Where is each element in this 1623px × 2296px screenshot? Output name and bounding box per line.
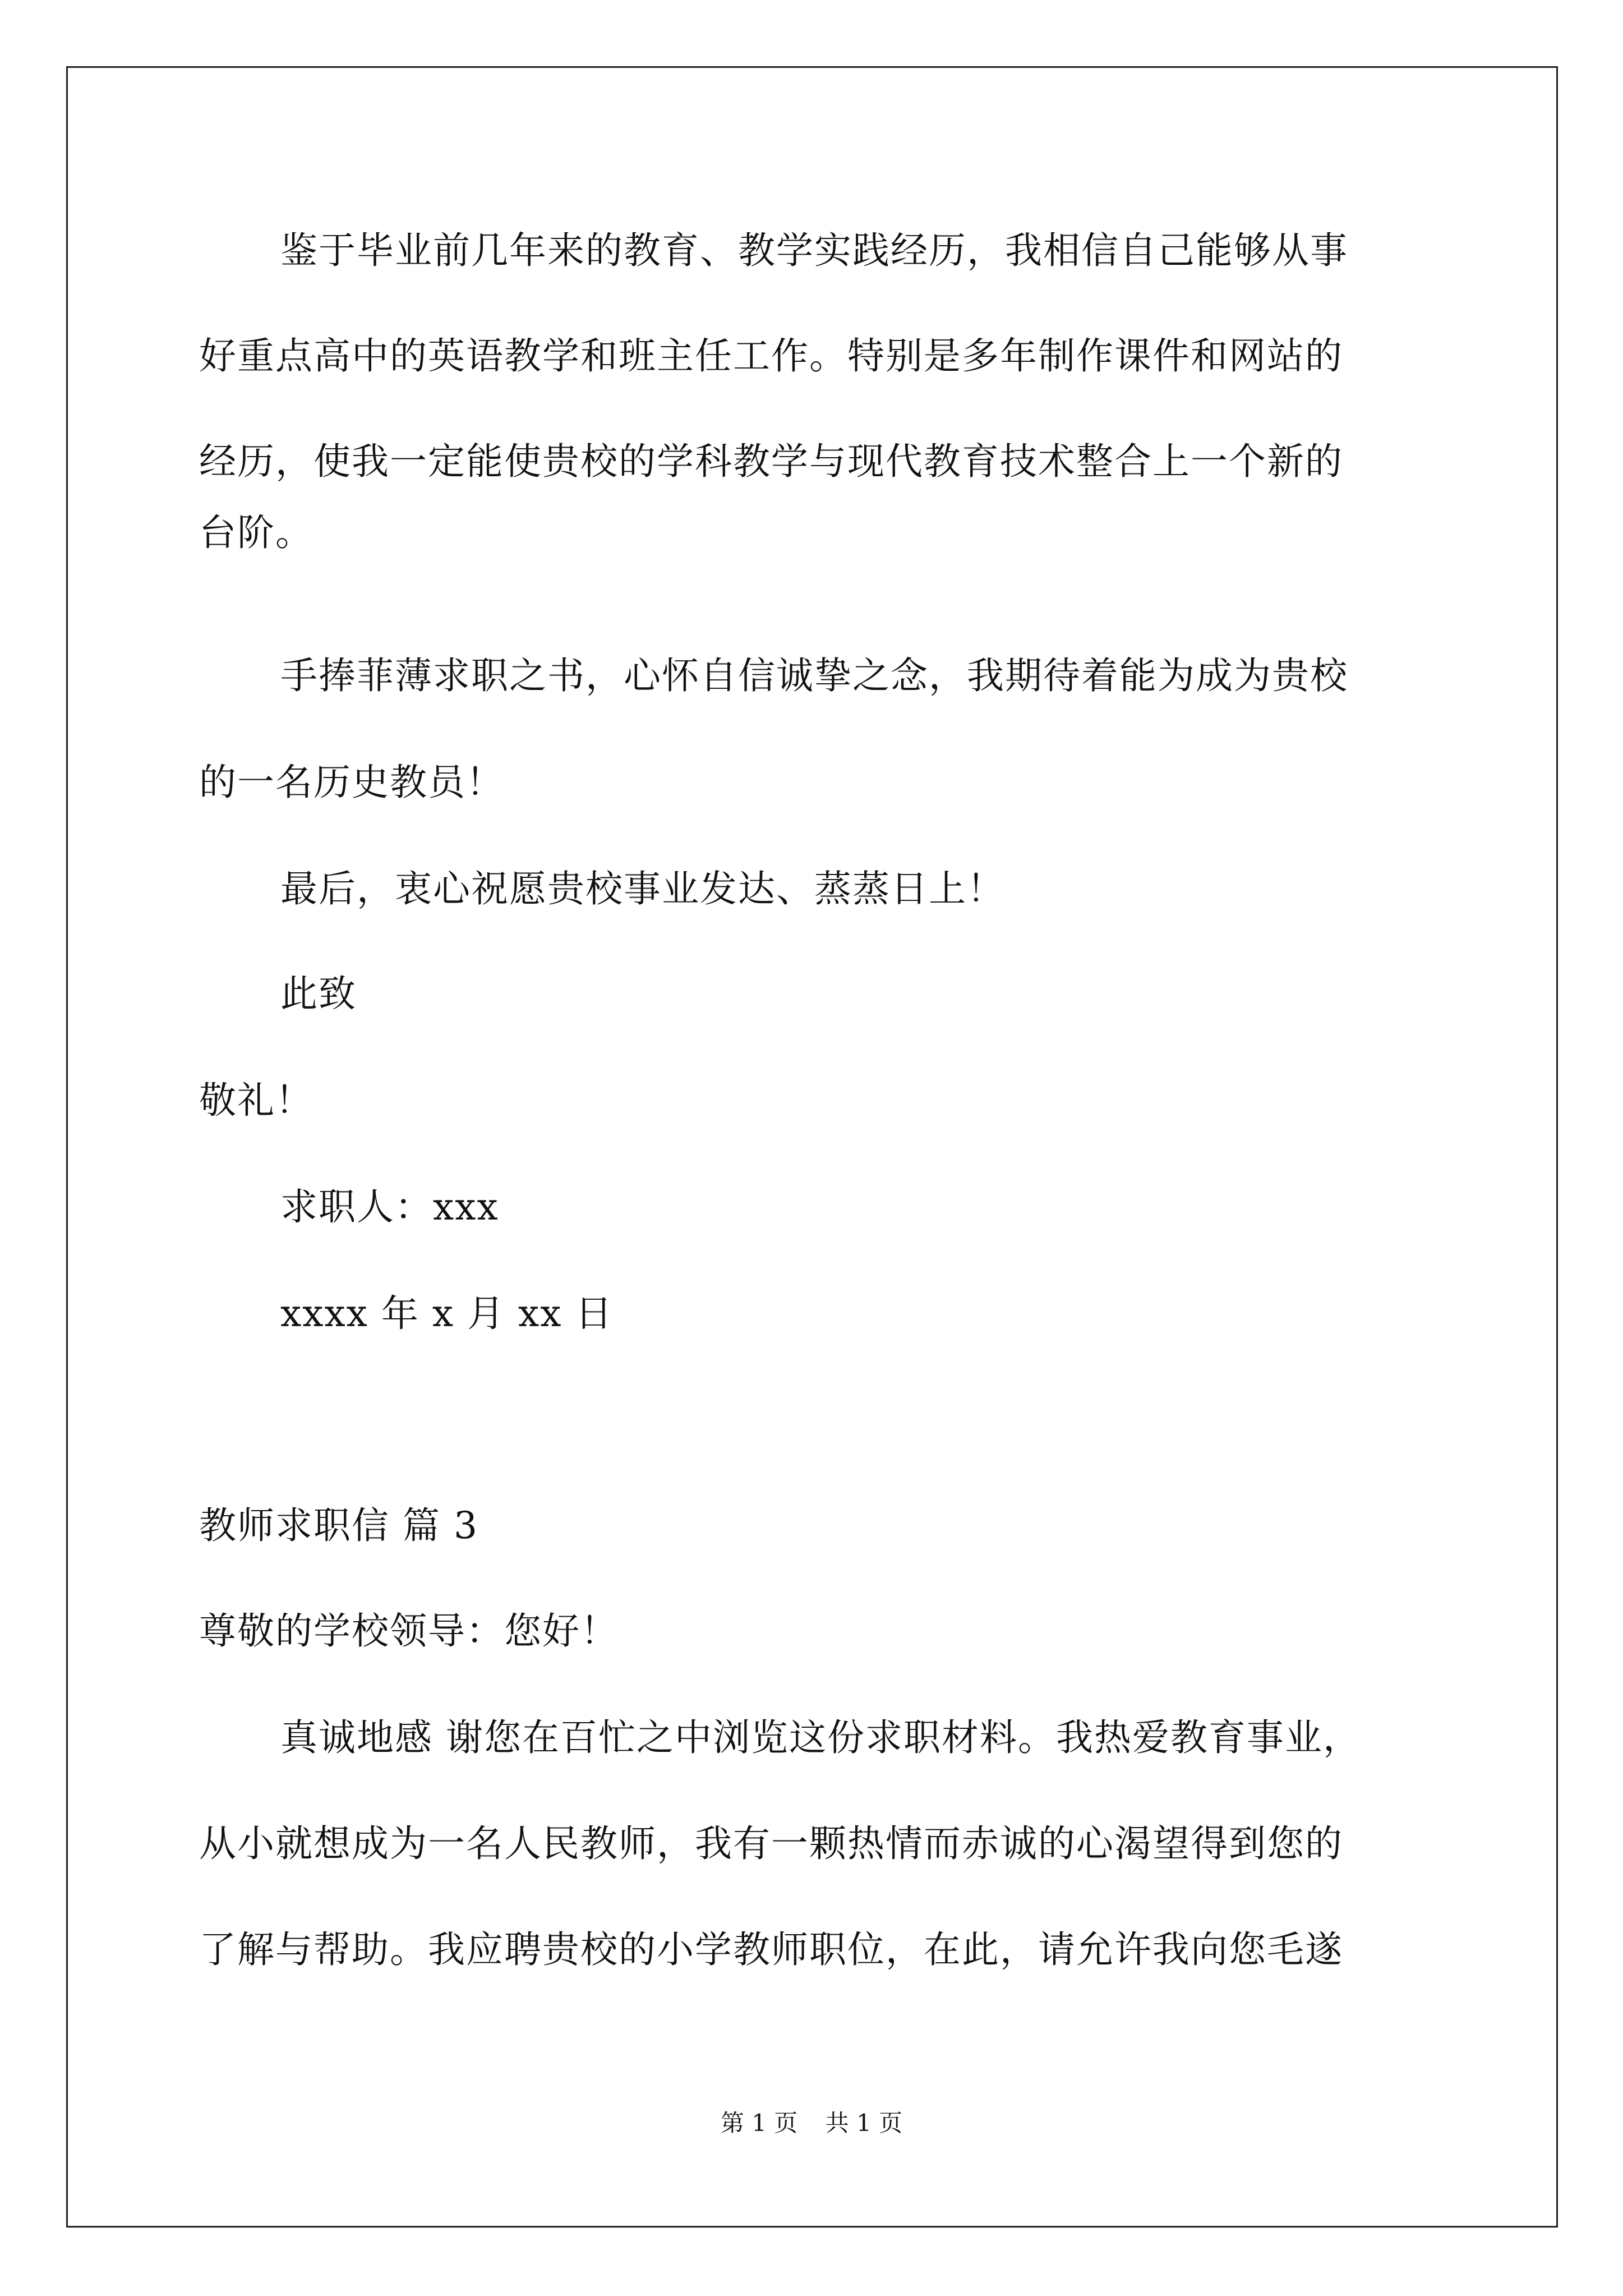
salutation-jingli: 敬礼！ (199, 1079, 313, 1122)
greeting: 尊敬的学校领导：您好！ (199, 1609, 619, 1653)
body-line-6: 的一名历史教员！ (199, 761, 504, 804)
body-line-5: 手捧菲薄求职之书，心怀自信诚挚之念，我期待着能为成为贵校 (280, 654, 1348, 697)
closing-wish: 最后，衷心祝愿贵校事业发达、蒸蒸日上！ (280, 867, 1005, 910)
body-line-3: 经历，使我一定能使贵校的学科教学与现代教育技术整合上一个新的 (199, 440, 1343, 483)
body-line-1: 鉴于毕业前几年来的教育、教学实践经历，我相信自己能够从事 (280, 229, 1348, 272)
body-line-2: 好重点高中的英语教学和班主任工作。特别是多年制作课件和网站的 (199, 334, 1343, 378)
page-border (66, 66, 1558, 2228)
page-number: 第 1 页 (720, 2109, 798, 2137)
page-footer (0, 2109, 1623, 2137)
section-heading: 教师求职信 篇 3 (199, 1504, 478, 1547)
page-total: 共 1 页 (825, 2109, 903, 2137)
salutation-cizhi: 此致 (280, 972, 357, 1015)
body-line-4: 台阶。 (199, 511, 313, 554)
body-line-7: 真诚地感 谢您在百忙之中浏览这份求职材料。我热爱教育事业， (280, 1716, 1361, 1759)
letter-date: xxxx 年 x 月 xx 日 (280, 1292, 614, 1335)
body-line-8: 从小就想成为一名人民教师，我有一颗热情而赤诚的心渴望得到您的 (199, 1822, 1343, 1865)
applicant-signature: 求职人：xxx (280, 1185, 499, 1228)
body-line-9: 了解与帮助。我应聘贵校的小学教师职位，在此，请允许我向您毛遂 (199, 1928, 1343, 1971)
